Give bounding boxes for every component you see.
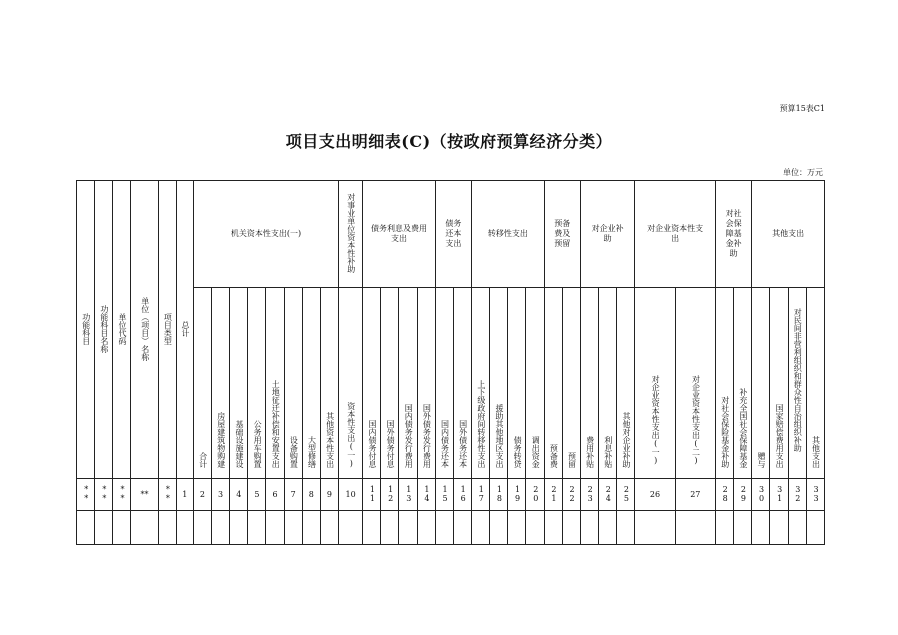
data-cell (95, 511, 113, 545)
code-cell: 28 (715, 479, 733, 511)
unit-label: 单位：万元 (783, 168, 823, 177)
sub-header-cell: 债务转贷 (508, 288, 526, 479)
data-cell (435, 511, 453, 545)
code-cell: 24 (599, 479, 617, 511)
code-cell: ** (113, 479, 131, 511)
code-cell: 9 (320, 479, 338, 511)
group-reserve: 预备费及预留 (544, 181, 580, 288)
group-public-institution-capital: 对事业单位资本性补助 (339, 181, 363, 288)
code-cell: 7 (284, 479, 302, 511)
data-cell (544, 511, 562, 545)
group-social-security: 对社会保障基金补助 (715, 181, 751, 288)
data-cell (788, 511, 806, 545)
sub-header-cell: 合计 (193, 288, 211, 479)
code-cell: 25 (617, 479, 635, 511)
data-cell (617, 511, 635, 545)
col-function-code: 功能科目 (77, 181, 95, 479)
code-cell: 1 (176, 479, 193, 511)
code-cell: 29 (734, 479, 752, 511)
code-cell: 21 (544, 479, 562, 511)
data-cell (193, 511, 211, 545)
data-cell (562, 511, 580, 545)
data-cell (675, 511, 715, 545)
sub-header-cell: 预备费 (544, 288, 562, 479)
sub-header-cell: 国内债务发行费用 (399, 288, 417, 479)
code-cell: 26 (635, 479, 675, 511)
code-cell: 27 (675, 479, 715, 511)
sub-header-cell: 土地征迁补偿和安置支出 (266, 288, 284, 479)
group-enterprise-capital: 对企业资本性支出 (635, 181, 716, 288)
budget-table (76, 180, 825, 545)
data-cell (381, 511, 399, 545)
data-cell (399, 511, 417, 545)
sub-header-cell: 国外债务发行费用 (417, 288, 435, 479)
code-cell: 6 (266, 479, 284, 511)
code-cell: ** (158, 479, 176, 511)
group-capital-expenditure: 机关资本性支出(一) (193, 181, 338, 288)
code-cell: 10 (339, 479, 363, 511)
code-cell: 17 (472, 479, 490, 511)
data-cell (158, 511, 176, 545)
sub-header-cell: 利息补贴 (599, 288, 617, 479)
code-cell: 16 (453, 479, 471, 511)
code-cell: ** (95, 479, 113, 511)
data-cell (580, 511, 598, 545)
group-other: 其他支出 (752, 181, 825, 288)
sub-header-cell: 赠与 (752, 288, 770, 479)
data-cell (417, 511, 435, 545)
sub-header-cell: 公务用车购置 (248, 288, 266, 479)
sub-header-cell: 对民间非营利组织和群众性自治组织补助 (788, 288, 806, 479)
sub-header-cell: 上下级政府间转移性支出 (472, 288, 490, 479)
sub-header-cell: 房屋建筑物购建 (212, 288, 230, 479)
code-cell: 2 (193, 479, 211, 511)
col-project-type: 项目类型 (158, 181, 176, 479)
data-cell (453, 511, 471, 545)
sub-header-cell: 补充全国社会保障基金 (734, 288, 752, 479)
data-cell (113, 511, 131, 545)
col-total: 总计 (176, 181, 193, 479)
data-cell (734, 511, 752, 545)
data-cell (212, 511, 230, 545)
data-cell (131, 511, 158, 545)
sub-header-cell: 调出资金 (526, 288, 544, 479)
sub-header-cell: 其他对企业补助 (617, 288, 635, 479)
code-cell: 18 (490, 479, 508, 511)
sub-header-cell: 设备购置 (284, 288, 302, 479)
sub-header-cell: 对企业资本性支出(二) (675, 288, 715, 479)
group-enterprise-subsidy: 对企业补助 (580, 181, 634, 288)
data-cell (176, 511, 193, 545)
sub-header-cell: 国内债务还本 (435, 288, 453, 479)
data-cell (635, 511, 675, 545)
col-function-name: 功能科目名称 (95, 181, 113, 479)
code-cell: 8 (302, 479, 320, 511)
sub-header-cell: 国外债务还本 (453, 288, 471, 479)
sub-header-cell: 预留 (562, 288, 580, 479)
data-cell (320, 511, 338, 545)
data-cell (752, 511, 770, 545)
code-cell: 20 (526, 479, 544, 511)
sub-header-cell: 其他支出 (806, 288, 824, 479)
sub-header-cell: 对社会保险基金补助 (715, 288, 733, 479)
sub-header-cell: 对企业资本性支出(一) (635, 288, 675, 479)
code-cell: 4 (230, 479, 248, 511)
data-cell (806, 511, 824, 545)
group-transfer: 转移性支出 (472, 181, 545, 288)
code-cell: 31 (770, 479, 788, 511)
col-unit-code: 单位代码 (113, 181, 131, 479)
code-cell: 5 (248, 479, 266, 511)
empty-data-row (77, 511, 825, 545)
header-row-groups (77, 181, 825, 288)
data-cell (248, 511, 266, 545)
sub-header-cell: 其他资本性支出 (320, 288, 338, 479)
sub-header-cell: 国内债务付息 (363, 288, 381, 479)
group-debt-principal: 债务还本支出 (435, 181, 471, 288)
code-cell: 19 (508, 479, 526, 511)
data-cell (599, 511, 617, 545)
code-cell: ** (77, 479, 95, 511)
sub-header-cell: 大型修缮 (302, 288, 320, 479)
code-cell: 33 (806, 479, 824, 511)
data-cell (302, 511, 320, 545)
data-cell (77, 511, 95, 545)
data-cell (363, 511, 381, 545)
code-cell: 11 (363, 479, 381, 511)
code-cell: 14 (417, 479, 435, 511)
sub-header-cell: 基础设施建设 (230, 288, 248, 479)
sub-header-cell: 资本性支出(一) (339, 288, 363, 479)
data-cell (526, 511, 544, 545)
sub-header-cell: 援助其他地区支出 (490, 288, 508, 479)
group-debt-interest: 债务利息及费用支出 (363, 181, 436, 288)
data-cell (508, 511, 526, 545)
code-cell: 30 (752, 479, 770, 511)
code-cell: 3 (212, 479, 230, 511)
sub-header-cell: 国家赔偿费用支出 (770, 288, 788, 479)
code-cell: 23 (580, 479, 598, 511)
code-row (77, 479, 825, 511)
data-cell (266, 511, 284, 545)
data-cell (490, 511, 508, 545)
code-cell: 15 (435, 479, 453, 511)
document-tag: 预算15表C1 (779, 104, 825, 113)
page-title: 项目支出明细表(C)（按政府预算经济分类） (285, 132, 613, 151)
sub-header-cell: 国外债务付息 (381, 288, 399, 479)
code-cell: 13 (399, 479, 417, 511)
code-cell: 22 (562, 479, 580, 511)
code-cell: 12 (381, 479, 399, 511)
sub-header-cell: 费用补贴 (580, 288, 598, 479)
data-cell (715, 511, 733, 545)
code-cell: 32 (788, 479, 806, 511)
code-cell: ** (131, 479, 158, 511)
data-cell (472, 511, 490, 545)
data-cell (284, 511, 302, 545)
data-cell (339, 511, 363, 545)
data-cell (230, 511, 248, 545)
data-cell (770, 511, 788, 545)
col-unit-name: 单位（项目）名称 (131, 181, 158, 479)
